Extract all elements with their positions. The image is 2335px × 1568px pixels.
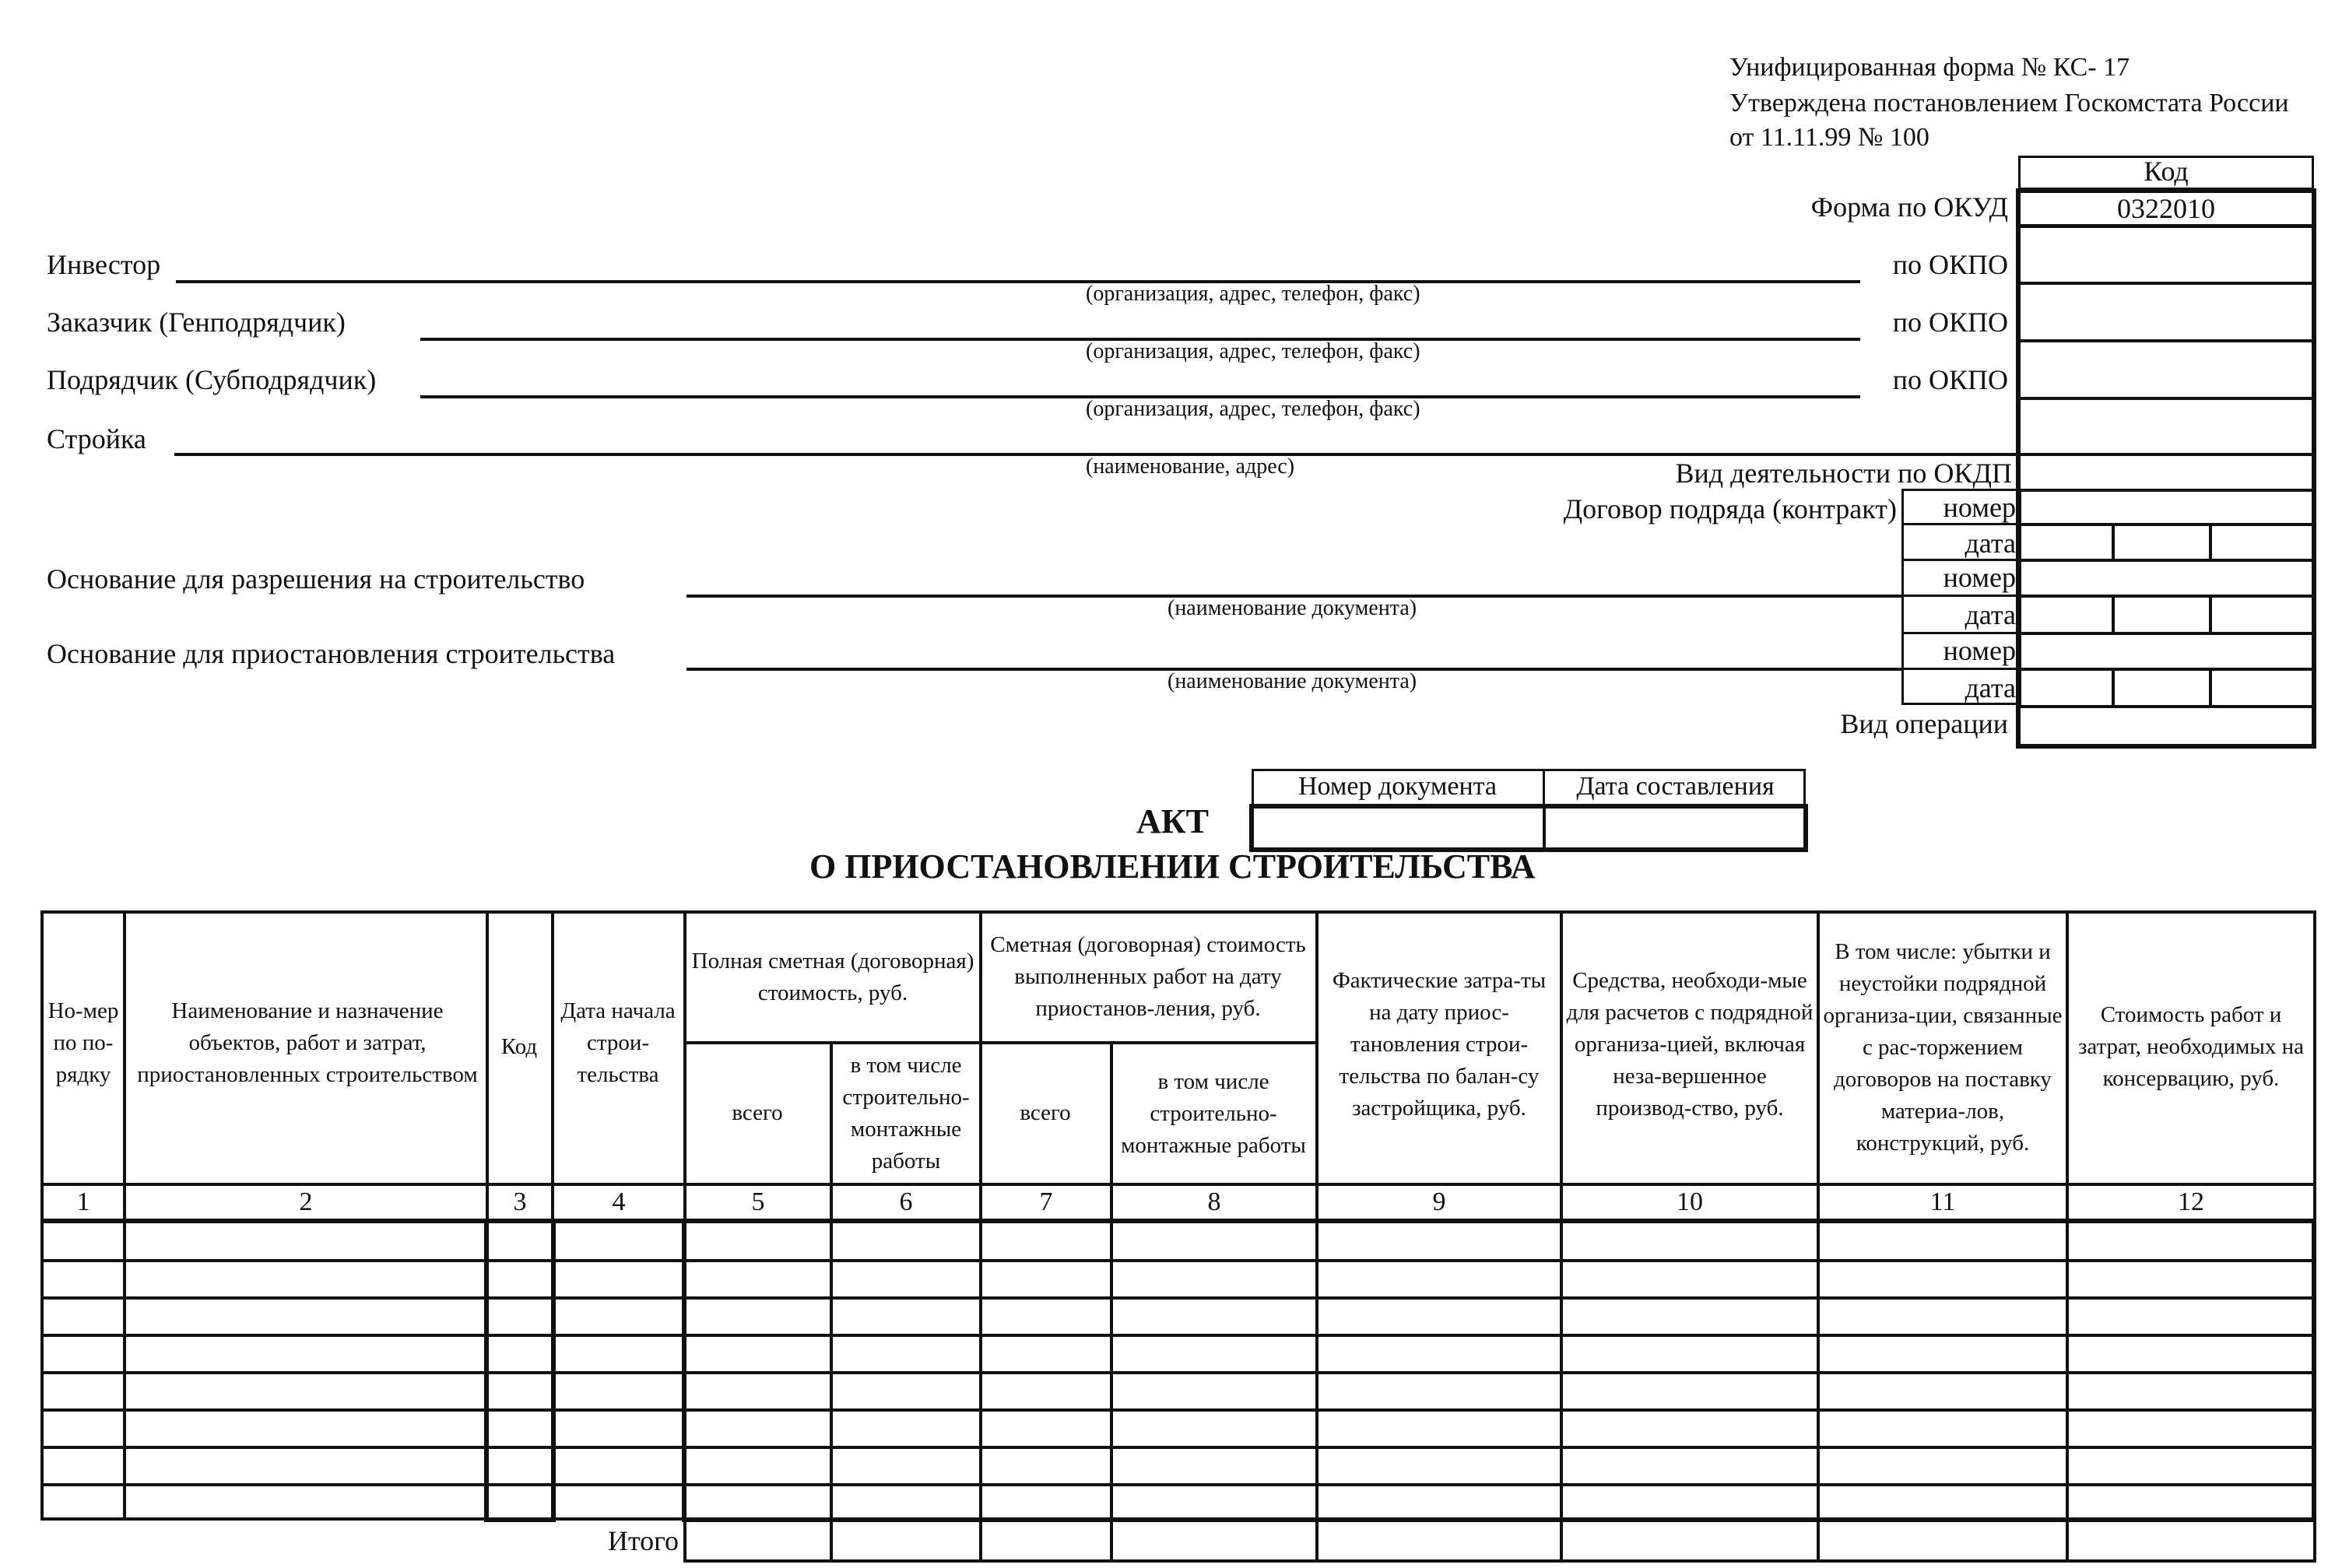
investor-label: Инвестор <box>47 249 161 280</box>
act-subtitle: О ПРИОСТАНОВЛЕНИИ СТРОИТЕЛЬСТВА <box>809 847 1536 886</box>
col-num-8: 8 <box>1207 1187 1221 1216</box>
col-num-11: 11 <box>1929 1187 1956 1216</box>
col-num-4: 4 <box>612 1187 626 1216</box>
contractor-caption: (организация, адрес, телефон, факс) <box>1086 397 1420 421</box>
customer-okpo-label: по ОКПО <box>1892 307 2008 338</box>
form-name-note: Унифицированная форма № КС- 17 <box>1729 53 2130 82</box>
doc-values-divider <box>1543 806 1546 850</box>
doc-values-box <box>1249 804 1808 852</box>
col-num-3: 3 <box>513 1187 527 1216</box>
code-column-data <box>484 1219 556 1522</box>
okdp-label: Вид деятельности по ОКДП <box>1675 458 2012 489</box>
permit-basis-caption: (наименование документа) <box>1168 596 1417 620</box>
customer-caption: (организация, адрес, телефон, факс) <box>1086 339 1420 363</box>
col-full-smr-header: в том числе строительно-монтажные работы <box>842 1053 970 1173</box>
col-done-total-header: всего <box>1020 1100 1071 1125</box>
okud-label: Форма по ОКУД <box>1810 191 2008 223</box>
col-done-smr-header: в том числе строительно-монтажные работы <box>1121 1068 1306 1158</box>
col-start-date-header: Дата начала строи-тельства <box>560 998 676 1087</box>
operation-label: Вид операции <box>1840 708 2008 739</box>
okud-code-value: 0322010 <box>2117 193 2215 224</box>
col-done-cost-header: Сметная (договорная) стоимость выполненных работ на дату приостанов-ления, руб. <box>990 931 1306 1021</box>
code-column <box>2016 188 2316 749</box>
col-settlement-header: Средства, необходи-мые для расчетов с подрядной организа-цией, включая неза-вершенное производ-ство, руб. <box>1566 967 1814 1121</box>
investor-caption: (организация, адрес, телефон, факс) <box>1086 282 1420 306</box>
permit-basis-label: Основание для разрешения на строительство <box>47 563 585 595</box>
suspend-basis-label: Основание для приостановления строительства <box>47 638 616 669</box>
permit-date-label: дата <box>1965 599 2016 630</box>
investor-line[interactable] <box>176 280 1860 283</box>
contractor-label: Подрядчик (Субподрядчик) <box>47 364 377 395</box>
code-header: Код <box>2144 156 2189 187</box>
contract-date-label: дата <box>1965 528 2016 559</box>
act-title: АКТ <box>1136 802 1210 840</box>
contractor-okpo-label: по ОКПО <box>1892 364 2008 395</box>
site-label: Стройка <box>47 423 146 454</box>
total-label: Итого <box>607 1525 679 1556</box>
permit-number-label: номер <box>1943 562 2016 593</box>
investor-okpo-label: по ОКПО <box>1892 249 2008 280</box>
col-actual-cost-header: Фактические затра-ты на дату приос-тановления строи-тельства по балан-су застройщика, руб. <box>1332 967 1547 1121</box>
col-full-cost-header: Полная сметная (договорная) стоимость, руб. <box>691 949 974 1005</box>
col-num-9: 9 <box>1432 1187 1446 1216</box>
col-num-1: 1 <box>76 1187 90 1216</box>
col-losses-header: В том числе: убытки и неустойки подрядной организа-ции, связанные с рас-торжением договоров на поставку материа-лов, конструкций, руб. <box>1823 938 2063 1156</box>
col-conservation-header: Стоимость работ и затрат, необходимых на консервацию, руб. <box>2077 1001 2305 1091</box>
col-name-header: Наименование и назначение объектов, работ и затрат, приостановленных строительством <box>137 998 478 1087</box>
col-full-total-header: всего <box>732 1100 783 1125</box>
contract-label: Договор подряда (контракт) <box>1563 493 1897 524</box>
doc-number-header: Номер документа <box>1297 772 1498 801</box>
money-area-data <box>682 1219 2316 1522</box>
col-num-2: 2 <box>299 1187 313 1216</box>
customer-label: Заказчик (Генподрядчик) <box>47 307 346 338</box>
col-code-header: Код <box>500 1033 538 1059</box>
suspend-date-label: дата <box>1965 672 2016 703</box>
approval-note: Утверждена постановлением Госкомстата России <box>1729 89 2289 118</box>
contract-number-label: номер <box>1943 492 2016 523</box>
col-num-12: 12 <box>2178 1187 2204 1216</box>
col-num-6: 6 <box>899 1187 913 1216</box>
approval-date-note: от 11.11.99 № 100 <box>1729 123 1929 152</box>
doc-date-header: Дата составления <box>1576 772 1775 801</box>
col-number-header: Но-мер по по-рядку <box>47 998 119 1087</box>
col-num-7: 7 <box>1039 1187 1053 1216</box>
col-num-10: 10 <box>1677 1187 1703 1216</box>
suspend-number-label: номер <box>1943 635 2016 666</box>
col-num-5: 5 <box>751 1187 765 1216</box>
site-caption: (наименование, адрес) <box>1086 454 1295 479</box>
suspend-basis-caption: (наименование документа) <box>1168 669 1417 693</box>
